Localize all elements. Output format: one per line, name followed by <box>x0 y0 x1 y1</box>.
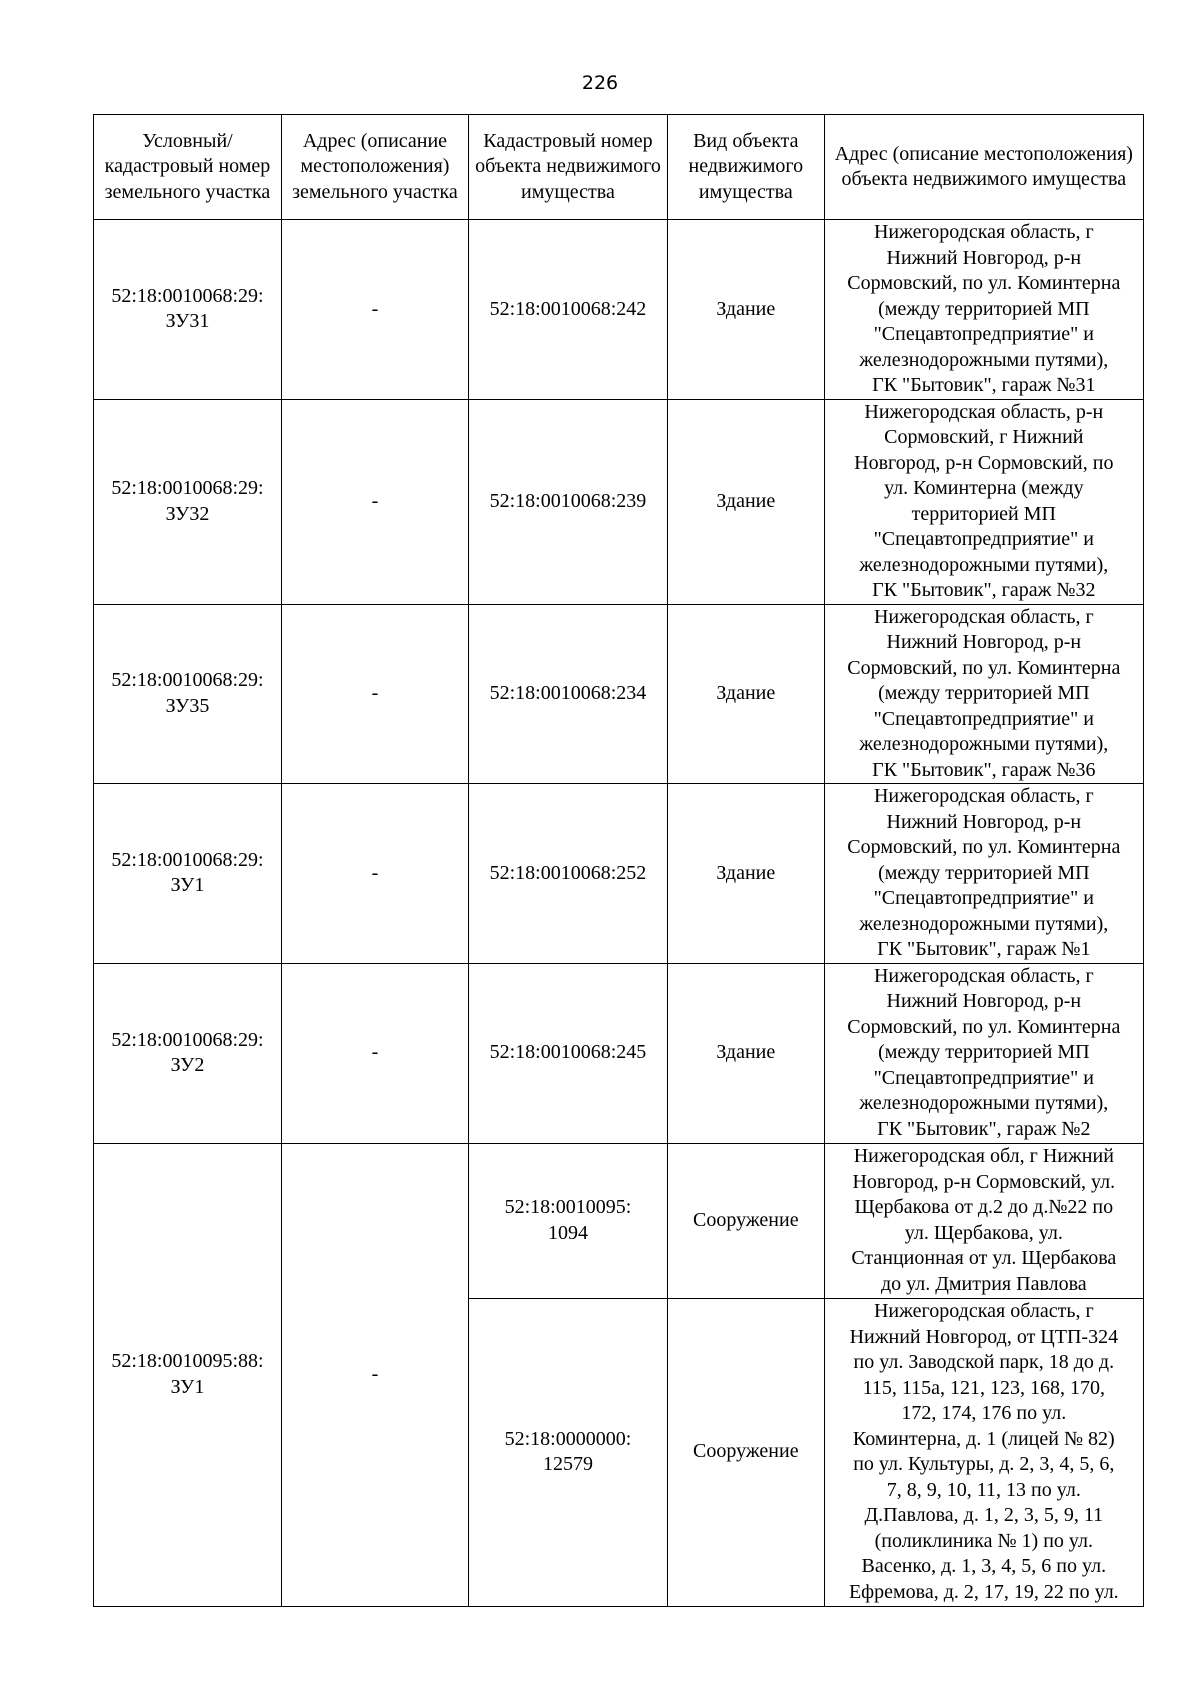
page-number: 226 <box>581 72 619 94</box>
address-cell: Нижегородская область, р-н Сормовский, г Нижний Новгород, р-н Сормовский, по ул. Коминтерна (между территорией МП "Спецавтопредприятие" и железнодорожными путями), ГК "Бытовик", гараж №32 <box>824 399 1143 604</box>
table-header-row <box>94 115 1144 220</box>
plot-address-cell: - <box>281 399 468 604</box>
plot-address-cell: - <box>281 784 468 964</box>
plot-address-cell: - <box>281 220 468 400</box>
plot-id-cell: 52:18:0010068:29: ЗУ31 <box>94 220 282 400</box>
header-object-address: Адрес (описание местоположения) объекта недвижимого имущества <box>824 115 1143 220</box>
address-cell: Нижегородская область, г Нижний Новгород, р-н Сормовский, по ул. Коминтерна (между территорией МП "Спецавтопредприятие" и железнодорожными путями), ГК "Бытовик", гараж №2 <box>824 963 1143 1143</box>
plot-address-cell: - <box>281 604 468 784</box>
header-plot-address: Адрес (описание местоположения) земельного участка <box>281 115 468 220</box>
cadastral-cell: 52:18:0010068:252 <box>468 784 667 964</box>
address-cell: Нижегородская область, г Нижний Новгород, р-н Сормовский, по ул. Коминтерна (между территорией МП "Спецавтопредприятие" и железнодорожными путями), ГК "Бытовик", гараж №36 <box>824 604 1143 784</box>
address-cell: Нижегородская область, г Нижний Новгород, р-н Сормовский, по ул. Коминтерна (между территорией МП "Спецавтопредприятие" и железнодорожными путями), ГК "Бытовик", гараж №1 <box>824 784 1143 964</box>
table-row <box>94 784 1144 964</box>
cadastral-cell: 52:18:0000000: 12579 <box>468 1298 667 1606</box>
header-object-type: Вид объекта недвижимого имущества <box>668 115 825 220</box>
type-cell: Здание <box>668 399 825 604</box>
header-plot-id: Условный/ кадастровый номер земельного участка <box>94 115 282 220</box>
type-cell: Здание <box>668 963 825 1143</box>
cadastral-cell: 52:18:0010068:245 <box>468 963 667 1143</box>
type-cell: Здание <box>668 784 825 964</box>
cadastral-cell: 52:18:0010068:234 <box>468 604 667 784</box>
plot-id-cell: 52:18:0010068:29: ЗУ35 <box>94 604 282 784</box>
type-cell: Сооружение <box>668 1143 825 1298</box>
property-table <box>93 114 1144 1607</box>
plot-id-cell: 52:18:0010068:29: ЗУ1 <box>94 784 282 964</box>
plot-id-cell: 52:18:0010068:29: ЗУ32 <box>94 399 282 604</box>
plot-id-cell: 52:18:0010095:88: ЗУ1 <box>94 1143 282 1606</box>
cadastral-cell: 52:18:0010095: 1094 <box>468 1143 667 1298</box>
address-cell: Нижегородская область, г Нижний Новгород, от ЦТП-324 по ул. Заводской парк, 18 до д. 115, 115а, 121, 123, 168, 170, 172, 174, 176 по ул. Коминтерна, д. 1 (лицей № 82) по ул. Культуры, д. 2, 3, 4, 5, 6, 7, 8, 9, 10, 11, 13 по ул. Д.Павлова, д. 1, 2, 3, 5, 9, 11 (поликлиника № 1) по ул. Васенко, д. 1, 3, 4, 5, 6 по ул. Ефремова, д. 2, 17, 19, 22 по ул. <box>824 1298 1143 1606</box>
address-cell: Нижегородская обл, г Нижний Новгород, р-н Сормовский, ул. Щербакова от д.2 до д.№22 по ул. Щербакова, ул. Станционная от ул. Щербакова до ул. Дмитрия Павлова <box>824 1143 1143 1298</box>
table-row <box>94 399 1144 604</box>
header-object-cadastral: Кадастровый номер объекта недвижимого имущества <box>468 115 667 220</box>
type-cell: Сооружение <box>668 1298 825 1606</box>
table-row <box>94 220 1144 400</box>
table-row <box>94 963 1144 1143</box>
plot-address-cell: - <box>281 963 468 1143</box>
type-cell: Здание <box>668 220 825 400</box>
cadastral-cell: 52:18:0010068:242 <box>468 220 667 400</box>
cadastral-cell: 52:18:0010068:239 <box>468 399 667 604</box>
plot-id-cell: 52:18:0010068:29: ЗУ2 <box>94 963 282 1143</box>
address-cell: Нижегородская область, г Нижний Новгород, р-н Сормовский, по ул. Коминтерна (между территорией МП "Спецавтопредприятие" и железнодорожными путями), ГК "Бытовик", гараж №31 <box>824 220 1143 400</box>
table-row <box>94 1143 1144 1298</box>
plot-address-cell: - <box>281 1143 468 1606</box>
type-cell: Здание <box>668 604 825 784</box>
table-row <box>94 604 1144 784</box>
